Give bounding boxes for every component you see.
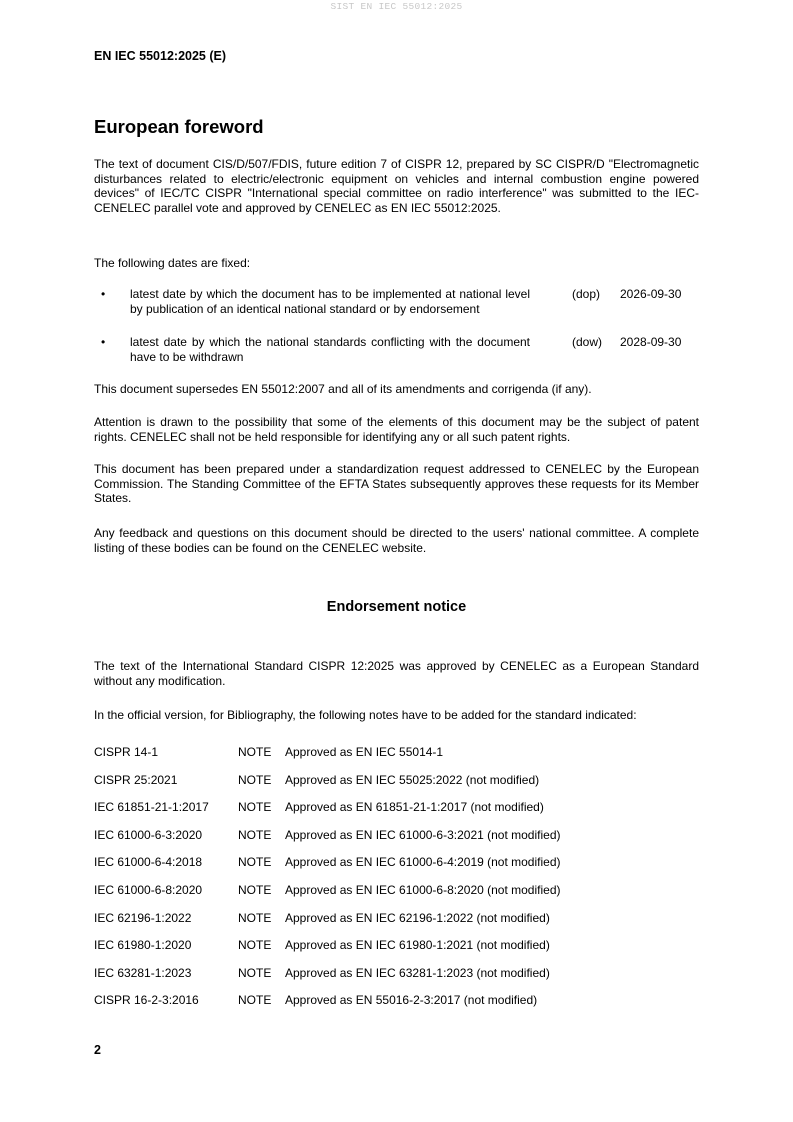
page-number: 2 — [94, 1043, 101, 1057]
document-header: EN IEC 55012:2025 (E) — [94, 49, 227, 63]
note-label: NOTE — [238, 965, 272, 980]
note-label: NOTE — [238, 938, 272, 953]
note-approval: Approved as EN 61851-21-1:2017 (not modified) — [285, 800, 544, 815]
note-approval: Approved as EN 55016-2-3:2017 (not modified) — [285, 993, 538, 1008]
note-label: NOTE — [238, 855, 272, 870]
note-standard: IEC 63281-1:2023 — [94, 965, 192, 980]
endorsement-text: The text of the International Standard CISPR 12:2025 was approved by CENELEC as a European Standard without any modification. — [94, 659, 699, 688]
note-label: NOTE — [238, 827, 272, 842]
note-standard: CISPR 16-2-3:2016 — [94, 993, 199, 1008]
note-approval: Approved as EN IEC 61000-6-8:2020 (not modified) — [285, 882, 561, 897]
supersedes-paragraph — [94, 382, 699, 397]
endorsement-title: Endorsement notice — [326, 599, 467, 615]
feedback-paragraph — [94, 526, 699, 555]
patent-text: Attention is drawn to the possibility that some of the elements of this document may be the subject of patent rights. CENELEC shall not be held responsible for identifying any or all such patent rights. — [94, 415, 699, 444]
date-item-text: latest date by which the document has to be implemented at national level by publication of an identical national standard or by endorsement — [130, 287, 530, 316]
note-standard: IEC 61000-6-4:2018 — [94, 855, 203, 870]
bullet-icon: • — [101, 335, 106, 349]
note-label: NOTE — [238, 745, 272, 759]
date-item-code: (dop) — [572, 287, 601, 301]
patent-paragraph — [94, 415, 699, 444]
note-label: NOTE — [238, 993, 272, 1008]
note-standard: IEC 61980-1:2020 — [94, 938, 192, 953]
note-standard: CISPR 25:2021 — [94, 772, 178, 787]
dates-intro-paragraph — [94, 256, 699, 271]
note-label: NOTE — [238, 772, 272, 787]
note-label: NOTE — [238, 882, 272, 897]
dates-intro: The following dates are fixed: — [94, 256, 251, 270]
note-standard: IEC 61851-21-1:2017 — [94, 800, 209, 815]
note-approval: Approved as EN IEC 61000-6-4:2019 (not modified) — [285, 855, 561, 870]
note-label: NOTE — [238, 800, 272, 815]
watermark: SIST EN IEC 55012:2025 — [330, 1, 463, 12]
note-approval: Approved as EN IEC 55014-1 — [285, 745, 444, 759]
note-label: NOTE — [238, 910, 272, 925]
note-approval: Approved as EN IEC 61980-1:2021 (not modified) — [285, 938, 550, 953]
note-standard: IEC 61000-6-3:2020 — [94, 827, 203, 842]
standardization-paragraph — [94, 462, 699, 506]
note-approval: Approved as EN IEC 63281-1:2023 (not modified) — [285, 965, 550, 980]
note-standard: IEC 61000-6-8:2020 — [94, 882, 203, 897]
date-item-code: (dow) — [572, 335, 603, 349]
feedback-text: Any feedback and questions on this document should be directed to the users' national committee. A complete listing of these bodies can be found on the CENELEC website. — [94, 526, 699, 555]
note-approval: Approved as EN IEC 55025:2022 (not modified) — [285, 772, 540, 787]
endorsement-paragraph — [94, 659, 699, 688]
date-item-date: 2026-09-30 — [620, 287, 682, 301]
date-item-date: 2028-09-30 — [620, 335, 682, 349]
note-approval: Approved as EN IEC 62196-1:2022 (not modified) — [285, 910, 550, 925]
notes-intro-paragraph — [94, 708, 699, 723]
bullet-icon: • — [101, 287, 106, 301]
note-standard: IEC 62196-1:2022 — [94, 910, 192, 925]
note-standard: CISPR 14-1 — [94, 745, 159, 759]
foreword-title: European foreword — [94, 116, 264, 137]
supersedes-text: This document supersedes EN 55012:2007 and all of its amendments and corrigenda (if any). — [94, 382, 592, 396]
date-item-text: latest date by which the national standards conflicting with the document have to be withdrawn — [130, 335, 530, 364]
notes-intro: In the official version, for Bibliography, the following notes have to be added for the standard indicated: — [94, 708, 637, 722]
foreword-intro: The text of document CIS/D/507/FDIS, future edition 7 of CISPR 12, prepared by SC CISPR/D "Electromagnetic disturbances related to electric/electronic equipment on vehicles and internal combustion engine powered devices" of IEC/TC CISPR "International special committee on radio interference" was submitted to the IEC-CENELEC parallel vote and approved by CENELEC as EN IEC 55012:2025. — [94, 157, 699, 215]
standardization-text: This document has been prepared under a standardization request addressed to CENELEC by the European Commission. The Standing Committee of the EFTA States subsequently approves these requests for its Member States. — [94, 462, 699, 506]
note-approval: Approved as EN IEC 61000-6-3:2021 (not modified) — [285, 827, 561, 842]
foreword-intro-paragraph — [94, 157, 699, 215]
